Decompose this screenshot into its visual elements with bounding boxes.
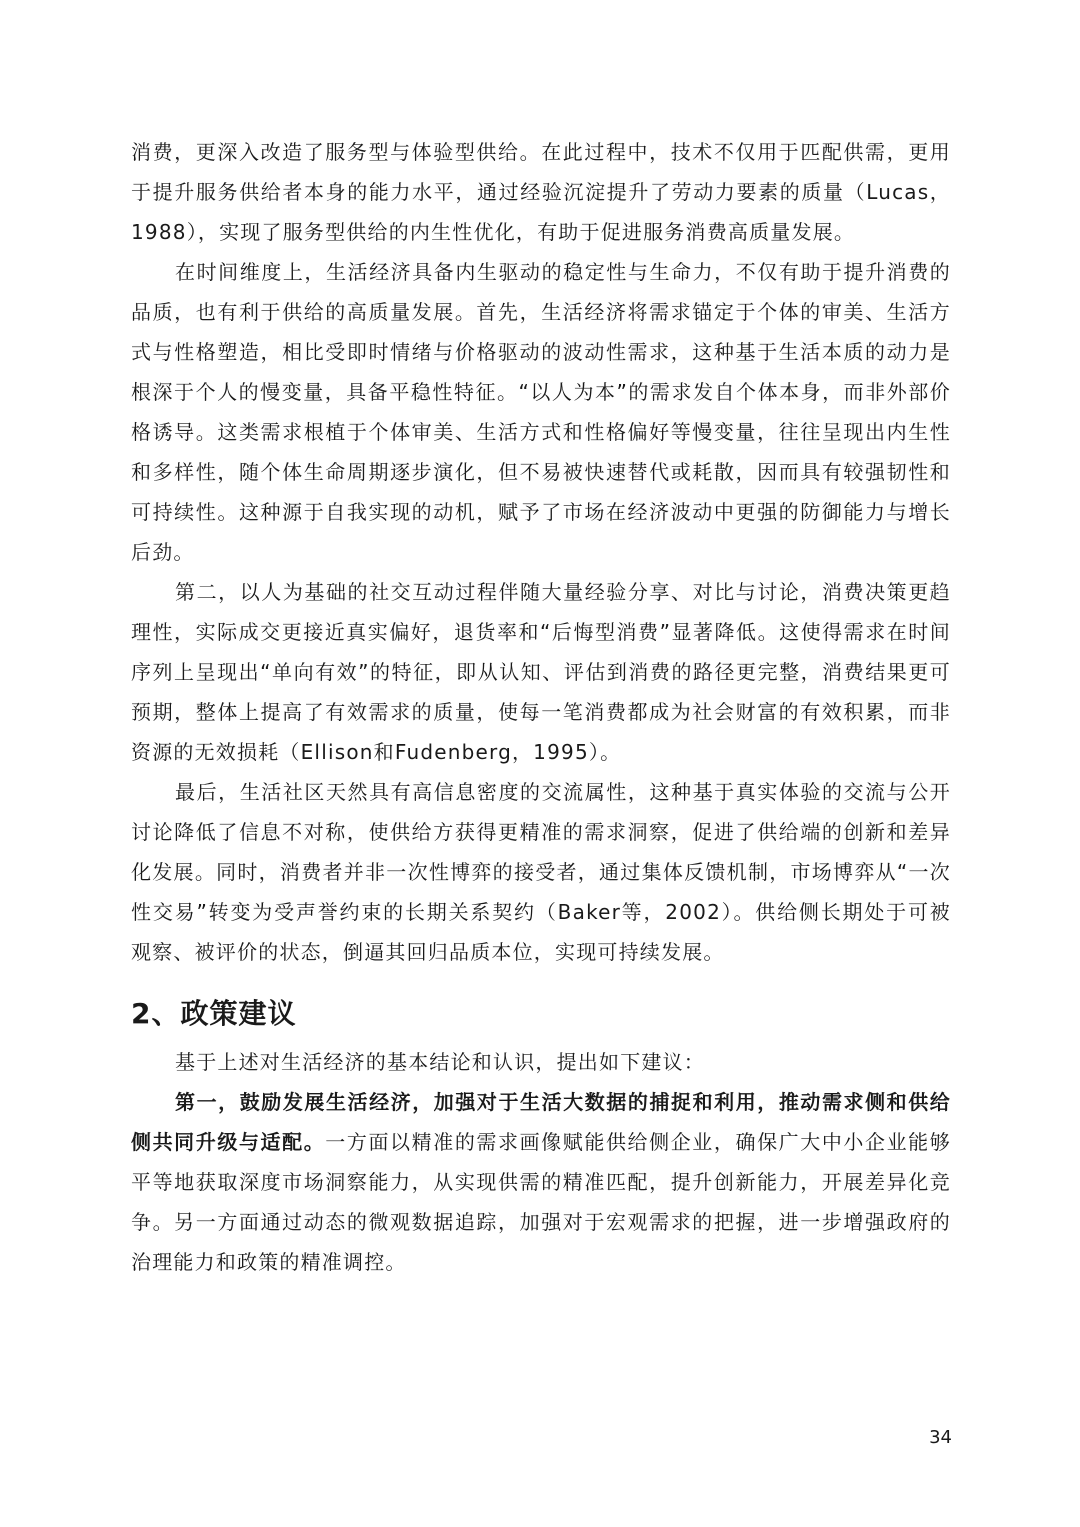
- section-heading: 2、政策建议: [131, 997, 297, 1030]
- paragraph-3: 第二，以人为基础的社交互动过程伴随大量经验分享、对比与讨论，消费决策更趋理性，实际成交更接近真实偏好，退货率和“后悔型消费”显著降低。这使得需求在时间序列上呈现出“单向有效”的特征，即从认知、评估到消费的路径更完整，消费结果更可预期，整体上提高了有效需求的质量，使每一笔消费都成为社会财富的有效积累，而非资源的无效损耗（Ellison和Fudenberg，1995）。: [131, 580, 951, 764]
- paragraph-1: 消费，更深入改造了服务型与体验型供给。在此过程中，技术不仅用于匹配供需，更用于提升服务供给者本身的能力水平，通过经验沉淀提升了劳动力要素的质量（Lucas，1988），实现了服务型供给的内生性优化，有助于促进服务消费高质量发展。: [131, 140, 951, 244]
- page-number: 34: [929, 1427, 952, 1448]
- paragraph-4: 最后，生活社区天然具有高信息密度的交流属性，这种基于真实体验的交流与公开讨论降低了信息不对称，使供给方获得更精准的需求洞察，促进了供给端的创新和差异化发展。同时，消费者并非一次性博弈的接受者，通过集体反馈机制，市场博弈从“一次性交易”转变为受声誉约束的长期关系契约（Baker等，2002）。供给侧长期处于可被观察、被评价的状态，倒逼其回归品质本位，实现可持续发展。: [131, 780, 951, 964]
- paragraph-5: 基于上述对生活经济的基本结论和认识，提出如下建议：: [175, 1050, 705, 1074]
- paragraph-6-text: 一方面以精准的需求画像赋能供给侧企业，确保广大中小企业能够平等地获取深度市场洞察能力，从实现供需的精准匹配，提升创新能力，开展差异化竞争。另一方面通过动态的微观数据追踪，加强对于宏观需求的把握，进一步增强政府的治理能力和政策的精准调控。: [131, 1130, 951, 1274]
- page-body: [131, 132, 951, 1282]
- paragraph-6: [131, 1082, 951, 1282]
- paragraph-6-bold-lead: 第一，鼓励发展生活经济，加强对于生活大数据的捕捉和利用，推动需求侧和供给侧共同升级与适配。: [131, 1090, 951, 1154]
- paragraph-2: 在时间维度上，生活经济具备内生驱动的稳定性与生命力，不仅有助于提升消费的品质，也有利于供给的高质量发展。首先，生活经济将需求锚定于个体的审美、生活方式与性格塑造，相比受即时情绪与价格驱动的波动性需求，这种基于生活本质的动力是根深于个人的慢变量，具备平稳性特征。“以人为本”的需求发自个体本身，而非外部价格诱导。这类需求根植于个体审美、生活方式和性格偏好等慢变量，往往呈现出内生性和多样性，随个体生命周期逐步演化，但不易被快速替代或耗散，因而具有较强韧性和可持续性。这种源于自我实现的动机，赋予了市场在经济波动中更强的防御能力与增长后劲。: [131, 260, 951, 564]
